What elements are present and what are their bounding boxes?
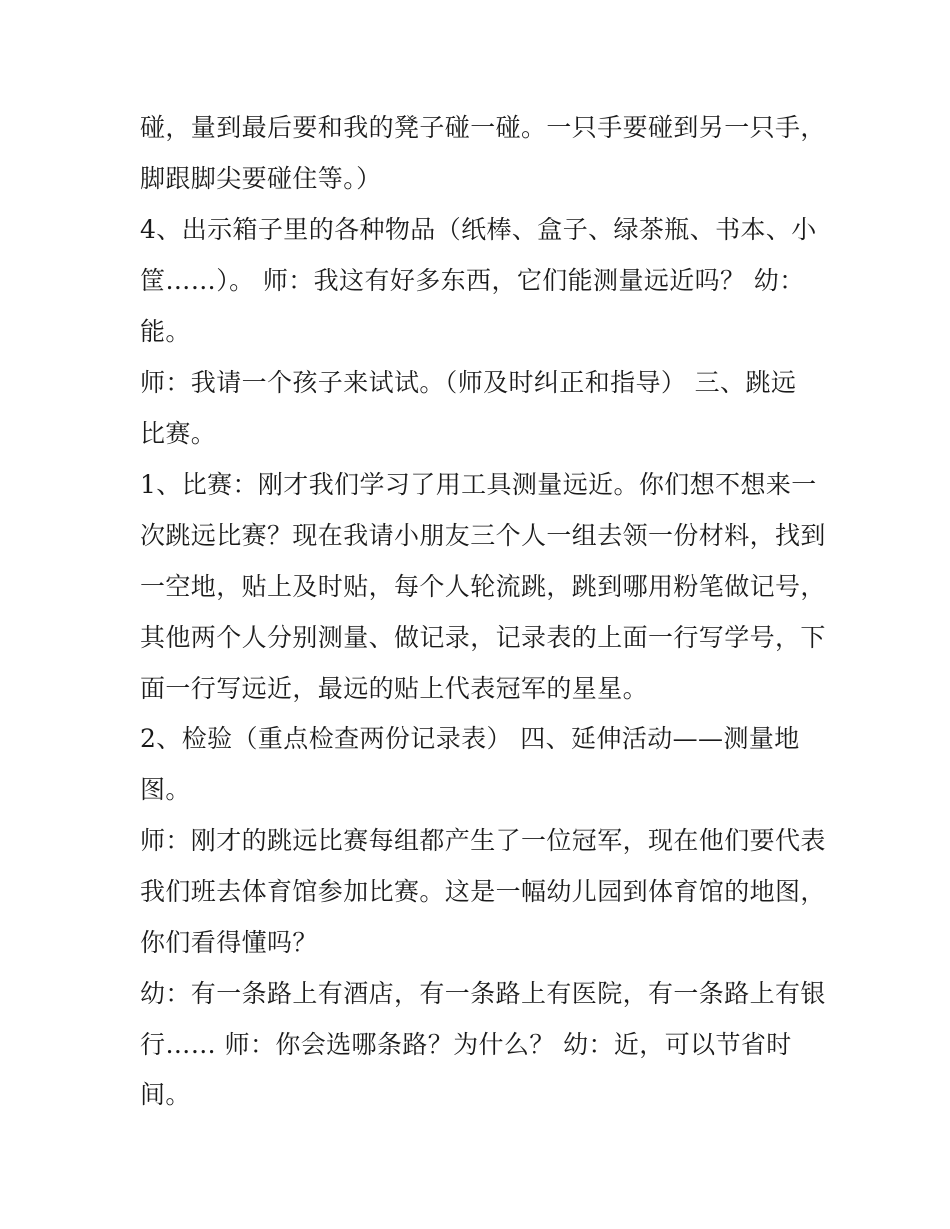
- text-line: 间。: [140, 1080, 191, 1109]
- text-line: 2、检验（重点检查两份记录表） 四、延伸活动——测量地: [140, 724, 800, 753]
- text-line: 面一行写远近，最远的贴上代表冠军的星星。: [140, 674, 649, 703]
- text-line: 筐……）。 师：我这有好多东西，它们能测量远近吗？ 幼：: [140, 266, 805, 295]
- text-line: 一空地，贴上及时贴，每个人轮流跳，跳到哪用粉笔做记号，: [140, 572, 826, 601]
- text-line: 图。: [140, 775, 191, 804]
- text-line: 比赛。: [140, 419, 217, 448]
- text-line: 4、出示箱子里的各种物品（纸棒、盒子、绿茶瓶、书本、小: [140, 215, 817, 244]
- text-line: 我们班去体育馆参加比赛。这是一幅幼儿园到体育馆的地图，: [140, 877, 826, 906]
- text-line: 碰，量到最后要和我的凳子碰一碰。一只手要碰到另一只手，: [140, 113, 826, 142]
- text-line: 1、比赛：刚才我们学习了用工具测量远近。你们想不想来一: [140, 470, 817, 499]
- text-line: 师：我请一个孩子来试试。（师及时纠正和指导） 三、跳远: [140, 368, 797, 397]
- text-line: 行…… 师：你会选哪条路？为什么？ 幼：近，可以节省时: [140, 1030, 792, 1059]
- text-line: 能。: [140, 317, 191, 346]
- text-line: 其他两个人分别测量、做记录，记录表的上面一行写学号，下: [140, 623, 826, 652]
- text-line: 师：刚才的跳远比赛每组都产生了一位冠军，现在他们要代表: [140, 826, 826, 855]
- text-line: 你们看得懂吗？: [140, 928, 318, 957]
- text-line: 脚跟脚尖要碰住等。）: [140, 164, 382, 193]
- text-line: 幼：有一条路上有酒店，有一条路上有医院，有一条路上有银: [140, 979, 826, 1008]
- text-line: 次跳远比赛？现在我请小朋友三个人一组去领一份材料，找到: [140, 521, 826, 550]
